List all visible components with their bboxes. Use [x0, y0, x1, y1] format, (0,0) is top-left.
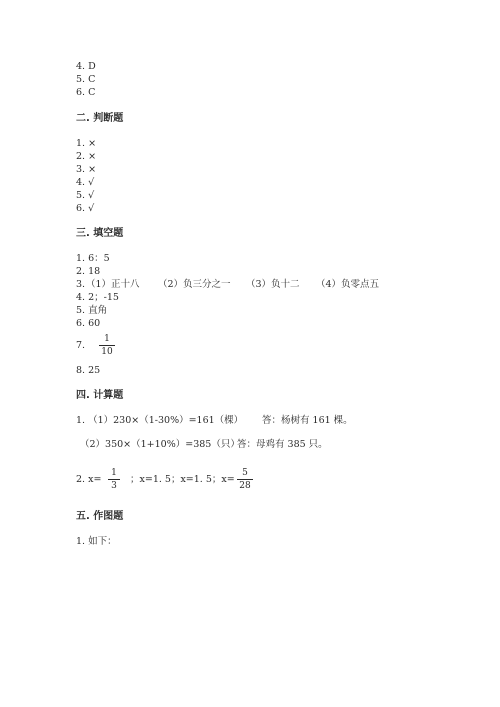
fraction-denominator: 28 [239, 481, 251, 491]
fill-answer-4: 4. 2；-15 [76, 292, 119, 303]
calc-1-1-answer: 答：杨树有 161 棵。 [262, 415, 353, 426]
calc-2-middle: ；x=1. 5；x=1. 5；x= [130, 474, 235, 485]
choice-answer-6: 6. C [76, 87, 96, 98]
judgement-answer-5: 5. √ [76, 190, 95, 201]
judgement-answer-6: 6. √ [76, 203, 95, 214]
fill-answer-3-part-1: （1）正十八 [86, 279, 140, 290]
calc-1-2-answer: 答：母鸡有 385 只。 [237, 439, 328, 450]
fraction-bar [237, 479, 253, 480]
fill-answer-1: 1. 6：5 [76, 253, 110, 264]
fill-answer-2: 2. 18 [76, 266, 101, 277]
calc-1-1-expression: 1. （1）230×（1-30%）=161（棵） [76, 415, 244, 426]
fill-answer-7-fraction [99, 334, 115, 357]
fill-answer-6: 6. 60 [76, 318, 101, 329]
fraction-numerator: 1 [104, 334, 110, 344]
calc-2-prefix: 2. x= [76, 474, 102, 485]
fill-answer-3-part-2: （2）负三分之一 [158, 279, 231, 290]
section-heading-fill-blank: 三. 填空题 [76, 228, 124, 239]
fill-answer-3-number: 3. [76, 279, 86, 290]
section-heading-judgement: 二. 判断题 [76, 113, 124, 124]
fraction-numerator: 5 [242, 468, 248, 478]
judgement-answer-2: 2. × [76, 151, 97, 162]
fraction-denominator: 3 [111, 481, 117, 491]
calc-2-fraction-1 [108, 468, 120, 491]
drawing-answer-1: 1. 如下： [76, 536, 117, 547]
fill-answer-3-part-4: （4）负零点五 [316, 279, 380, 290]
fill-answer-3-part-3: （3）负十二 [246, 279, 300, 290]
calc-2-fraction-2 [237, 468, 253, 491]
choice-answer-4: 4. D [76, 61, 96, 72]
fraction-denominator: 10 [101, 347, 113, 357]
fill-answer-8: 8. 25 [76, 365, 101, 376]
calc-1-2-expression: （2）350×（1+10%）=385（只） [80, 439, 240, 450]
section-heading-calculation: 四. 计算题 [76, 390, 124, 401]
judgement-answer-1: 1. × [76, 138, 97, 149]
fraction-bar [108, 479, 120, 480]
judgement-answer-3: 3. × [76, 164, 97, 175]
choice-answer-5: 5. C [76, 74, 96, 85]
judgement-answer-4: 4. √ [76, 177, 95, 188]
fraction-numerator: 1 [111, 468, 117, 478]
fill-answer-7-number: 7. [76, 340, 86, 351]
section-heading-drawing: 五. 作图题 [76, 511, 124, 522]
fraction-bar [99, 345, 115, 346]
fill-answer-5: 5. 直角 [76, 305, 108, 316]
